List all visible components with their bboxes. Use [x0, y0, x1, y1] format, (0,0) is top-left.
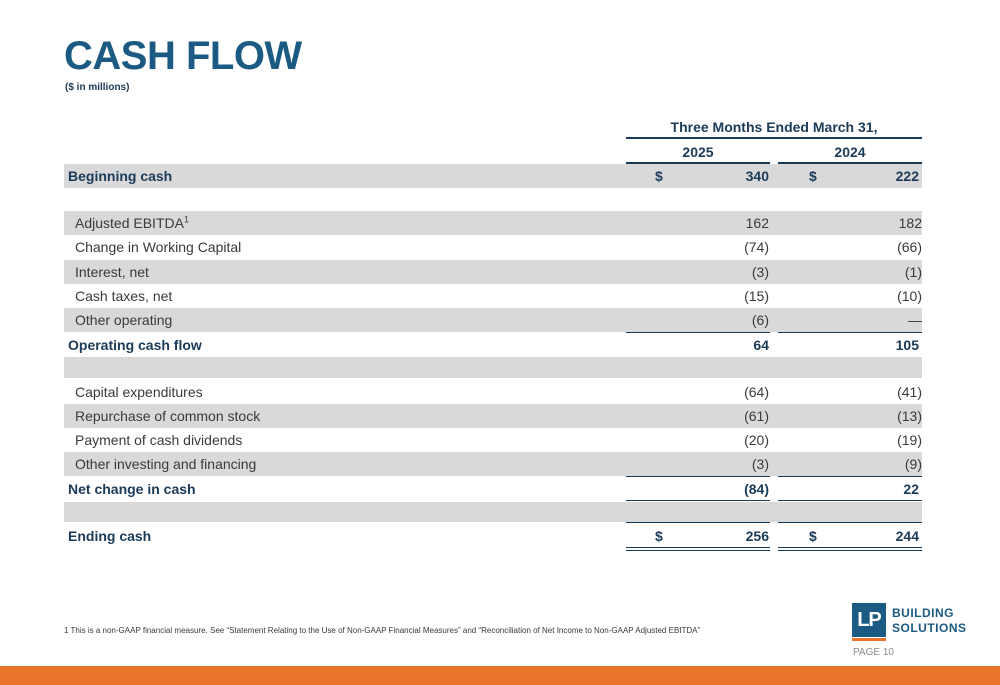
- double-underline: [778, 550, 922, 551]
- value-2025: 64: [753, 337, 769, 353]
- value-2024: 222: [895, 168, 919, 184]
- row-label: Repurchase of common stock: [75, 408, 261, 424]
- currency-symbol: $: [809, 528, 817, 544]
- value-2024: (66): [897, 239, 922, 255]
- lp-logo-mark: LP: [852, 603, 886, 637]
- footnote-marker: 1: [183, 214, 189, 225]
- year-header-2025: 2025: [626, 144, 770, 164]
- row-dividends: [64, 428, 922, 452]
- value-2025: (3): [751, 456, 769, 472]
- value-2025: 340: [745, 168, 769, 184]
- row-other-operating: [64, 308, 922, 332]
- row-label: Beginning cash: [68, 168, 173, 184]
- value-2025: (84): [744, 481, 769, 497]
- value-2024: —: [908, 312, 922, 328]
- row-label: Ending cash: [68, 528, 152, 544]
- currency-symbol: $: [655, 168, 663, 184]
- row-operating-cash-flow: [64, 333, 922, 357]
- value-2024: (1): [904, 264, 922, 280]
- row-ending-cash: [64, 524, 922, 548]
- value-2025: (3): [751, 264, 769, 280]
- value-2024: (9): [904, 456, 922, 472]
- double-underline: [626, 547, 770, 548]
- row-adjusted-ebitda: [64, 211, 922, 235]
- row-cash-taxes: [64, 284, 922, 308]
- value-2024: (10): [897, 288, 922, 304]
- spacer-row: [64, 502, 922, 522]
- row-interest: [64, 260, 922, 284]
- value-2025: (15): [744, 288, 769, 304]
- value-2025: (6): [751, 312, 769, 328]
- row-label: Other investing and financing: [75, 456, 257, 472]
- value-2024: (13): [897, 408, 922, 424]
- value-2024: (41): [897, 384, 922, 400]
- value-2025: (20): [744, 432, 769, 448]
- units-subtitle: ($ in millions): [65, 82, 130, 93]
- double-underline: [778, 547, 922, 548]
- value-2025: (64): [744, 384, 769, 400]
- row-label: Payment of cash dividends: [75, 432, 243, 448]
- row-net-change: [64, 477, 922, 501]
- row-beginning-cash: [64, 164, 922, 188]
- logo-accent-line: [852, 638, 886, 641]
- period-header: Three Months Ended March 31,: [626, 119, 922, 139]
- page-title: CASH FLOW: [64, 34, 302, 78]
- value-2024: 105: [895, 337, 919, 353]
- row-capex: [64, 380, 922, 404]
- row-other-investing: [64, 452, 922, 476]
- currency-symbol: $: [809, 168, 817, 184]
- row-repurchase: [64, 404, 922, 428]
- subtotal-rule: [778, 500, 922, 501]
- total-rule-top: [778, 522, 922, 523]
- row-label: Net change in cash: [68, 481, 196, 497]
- logo-wordmark: BUILDING SOLUTIONS: [892, 606, 967, 635]
- value-2025: (74): [744, 239, 769, 255]
- row-label: Operating cash flow: [68, 337, 202, 353]
- total-rule-top: [626, 522, 770, 523]
- row-label: Other operating: [75, 312, 173, 328]
- value-2025: 256: [745, 528, 769, 544]
- value-2025: 162: [745, 215, 769, 231]
- row-working-capital: [64, 235, 922, 259]
- row-label: Change in Working Capital: [75, 239, 242, 255]
- value-2024: 182: [898, 215, 922, 231]
- row-label: Adjusted EBITDA$^1$: [75, 214, 189, 231]
- currency-symbol: $: [655, 528, 663, 544]
- value-2024: (19): [897, 432, 922, 448]
- value-2025: (61): [744, 408, 769, 424]
- footnote: 1 This is a non-GAAP financial measure. See “Statement Relating to the Use of Non-GAAP Financial Measures” and “Reconciliation of Net Income to Non-GAAP Adjusted EBITDA”: [64, 626, 701, 635]
- spacer-row: [64, 357, 922, 378]
- row-label: Cash taxes, net: [75, 288, 173, 304]
- bottom-accent-bar: [0, 666, 1000, 685]
- subtotal-rule: [626, 500, 770, 501]
- value-2024: 244: [895, 528, 919, 544]
- year-header-2024: 2024: [778, 144, 922, 164]
- page-number: PAGE 10: [853, 647, 894, 658]
- row-label: Capital expenditures: [75, 384, 203, 400]
- value-2024: 22: [903, 481, 919, 497]
- row-label: Interest, net: [75, 264, 149, 280]
- double-underline: [626, 550, 770, 551]
